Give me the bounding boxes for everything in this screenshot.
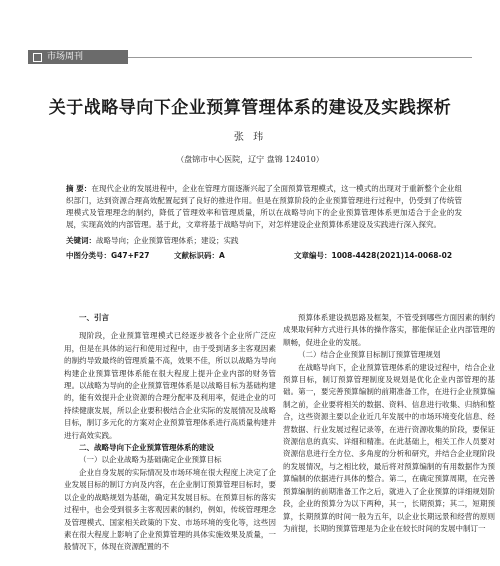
section-heading-construction: 二、战略导向下企业预算管理体系的建设 — [79, 443, 214, 453]
paragraph: 在战略导向下，企业预算管理体系的建设过程中，结合企业预算目标，制订预算管理制度及规划是优化企业内部管理的基础。第一，要完善预算编制的前期准备工作，在进行企业预算编制之前，企业要将相关的数据、资料、信息进行收集、归纳和整合，这些资源主要以企业近几年发展中的市场环境变化信息、经营数据、行业发展过程记录等，在进行资源收集的阶段，要保证资源信息的真实、详细和精准。在此基础上，相关工作人员要对资源信息进行全方位、多角度的分析和研究，并结合企业现阶段的发展情况，与之相比较，最后将对预算编制的有用数据作为预算编制的依据进行具体的整合。第二，在确定预算周期，在完善预算编制的前期准备工作之后，就进入了企业预算的详细规划阶段，企业的预算分为以下两种，其一，长期预算；其二，短期预算，长期预算的时间一般为五年，以企业长期远景和经营的原则为前提，长期的预算管理是为企业在较长时间的发展中制订一 — [283, 362, 495, 533]
article-number: 文章编号：1008-4428(2021)14-0068-02 — [294, 251, 453, 260]
article-author: 张 玮 — [233, 132, 267, 143]
abstract-text: 在现代企业的发展进程中，企业在管理方面逐渐兴起了全面预算管理模式，这一模式的出现对于重新整个企业组织部门，达到资源合理高效配置起到了良好的推进作用。但是在预算阶段的企业预算管理进行过程中，仍受到了传统管理模式及管理理念的制约，降低了管理效率和管理质量，所以在战略导向下的企业预算管理体系更加适合于企业的发展，实现高效的内部管理。基于此，文章将基于战略导向下，对怎样建设企业预算体系建设及实践进行深入探究。 — [66, 184, 462, 229]
body-left-column — [64, 312, 276, 554]
journal-square-icon — [33, 53, 42, 62]
paragraph: 企业自身发展的实际情况及市场环境在很大程度上决定了企业发展目标的制订方向及内容，在企业制订预算管理目标时，要以企业的战略规划为基础，确定其发展目标。在预算目标的落实过程中，也会受到很多主客观因素的制约，例如，传统管理理念及管理模式、国家相关政策的下发、市场环境的变化等，这些因素在很大程度上影响了企业预算管理的具体实施效果及质量，一般情况下，体现在资源配置的不 — [64, 467, 276, 552]
clc-number: 中图分类号：G47+F27 — [66, 251, 150, 260]
document-code: 文献标识码：A — [174, 251, 225, 260]
abstract-label: 摘 要： — [66, 184, 92, 193]
abstract-block — [66, 183, 462, 231]
author-affiliation: （盘锦市中心医院，辽宁 盘锦 124010） — [176, 155, 324, 164]
journal-name: 市场周刊 — [47, 52, 84, 62]
keywords-line — [66, 235, 239, 246]
paragraph: 现阶段，企业预算管理模式已经逐步被各个企业所广泛应用，但是在具体的运行和使用过程中，由于受到诸多主客观因素的制约导致最终的管理质量不高，效果不佳，所以以战略为导向构建企业预算管理体系能在很大程度上提升企业内部的财务管理。以战略为导向的企业预算管理体系是以战略目标为基础构建的，能有效提升企业资源的合理分配率及利用率，促进企业的可持续健康发展，所以企业要积极结合企业实际的发展情况及战略目标，制订多元化的方案对企业预算管理体系进行高质量构建并进行高效实践。 — [64, 331, 276, 440]
keywords-text: 战略导向；企业预算管理体系；建设；实践 — [96, 236, 239, 245]
journal-badge — [28, 50, 128, 64]
paragraph: 预算体系建设损思路及框架，不管受到哪些方面因素的制约成果取何种方式进行具体的操作落实，都能保证企业内部管理的顺畅，促进企业的发展。 — [283, 313, 495, 347]
keywords-label: 关键词： — [66, 236, 96, 245]
header-rule — [128, 57, 472, 58]
body-right-column — [283, 312, 495, 535]
subsection-heading: （一）以企业战略为基础确定企业预算目标 — [79, 455, 222, 465]
subsection-heading: （二）结合企业预算目标制订预算管理规划 — [298, 350, 441, 360]
classification-line — [66, 250, 462, 261]
section-heading-intro: 一、引言 — [79, 313, 109, 322]
article-title: 关于战略导向下企业预算管理体系的建设及实践探析 — [48, 98, 452, 118]
